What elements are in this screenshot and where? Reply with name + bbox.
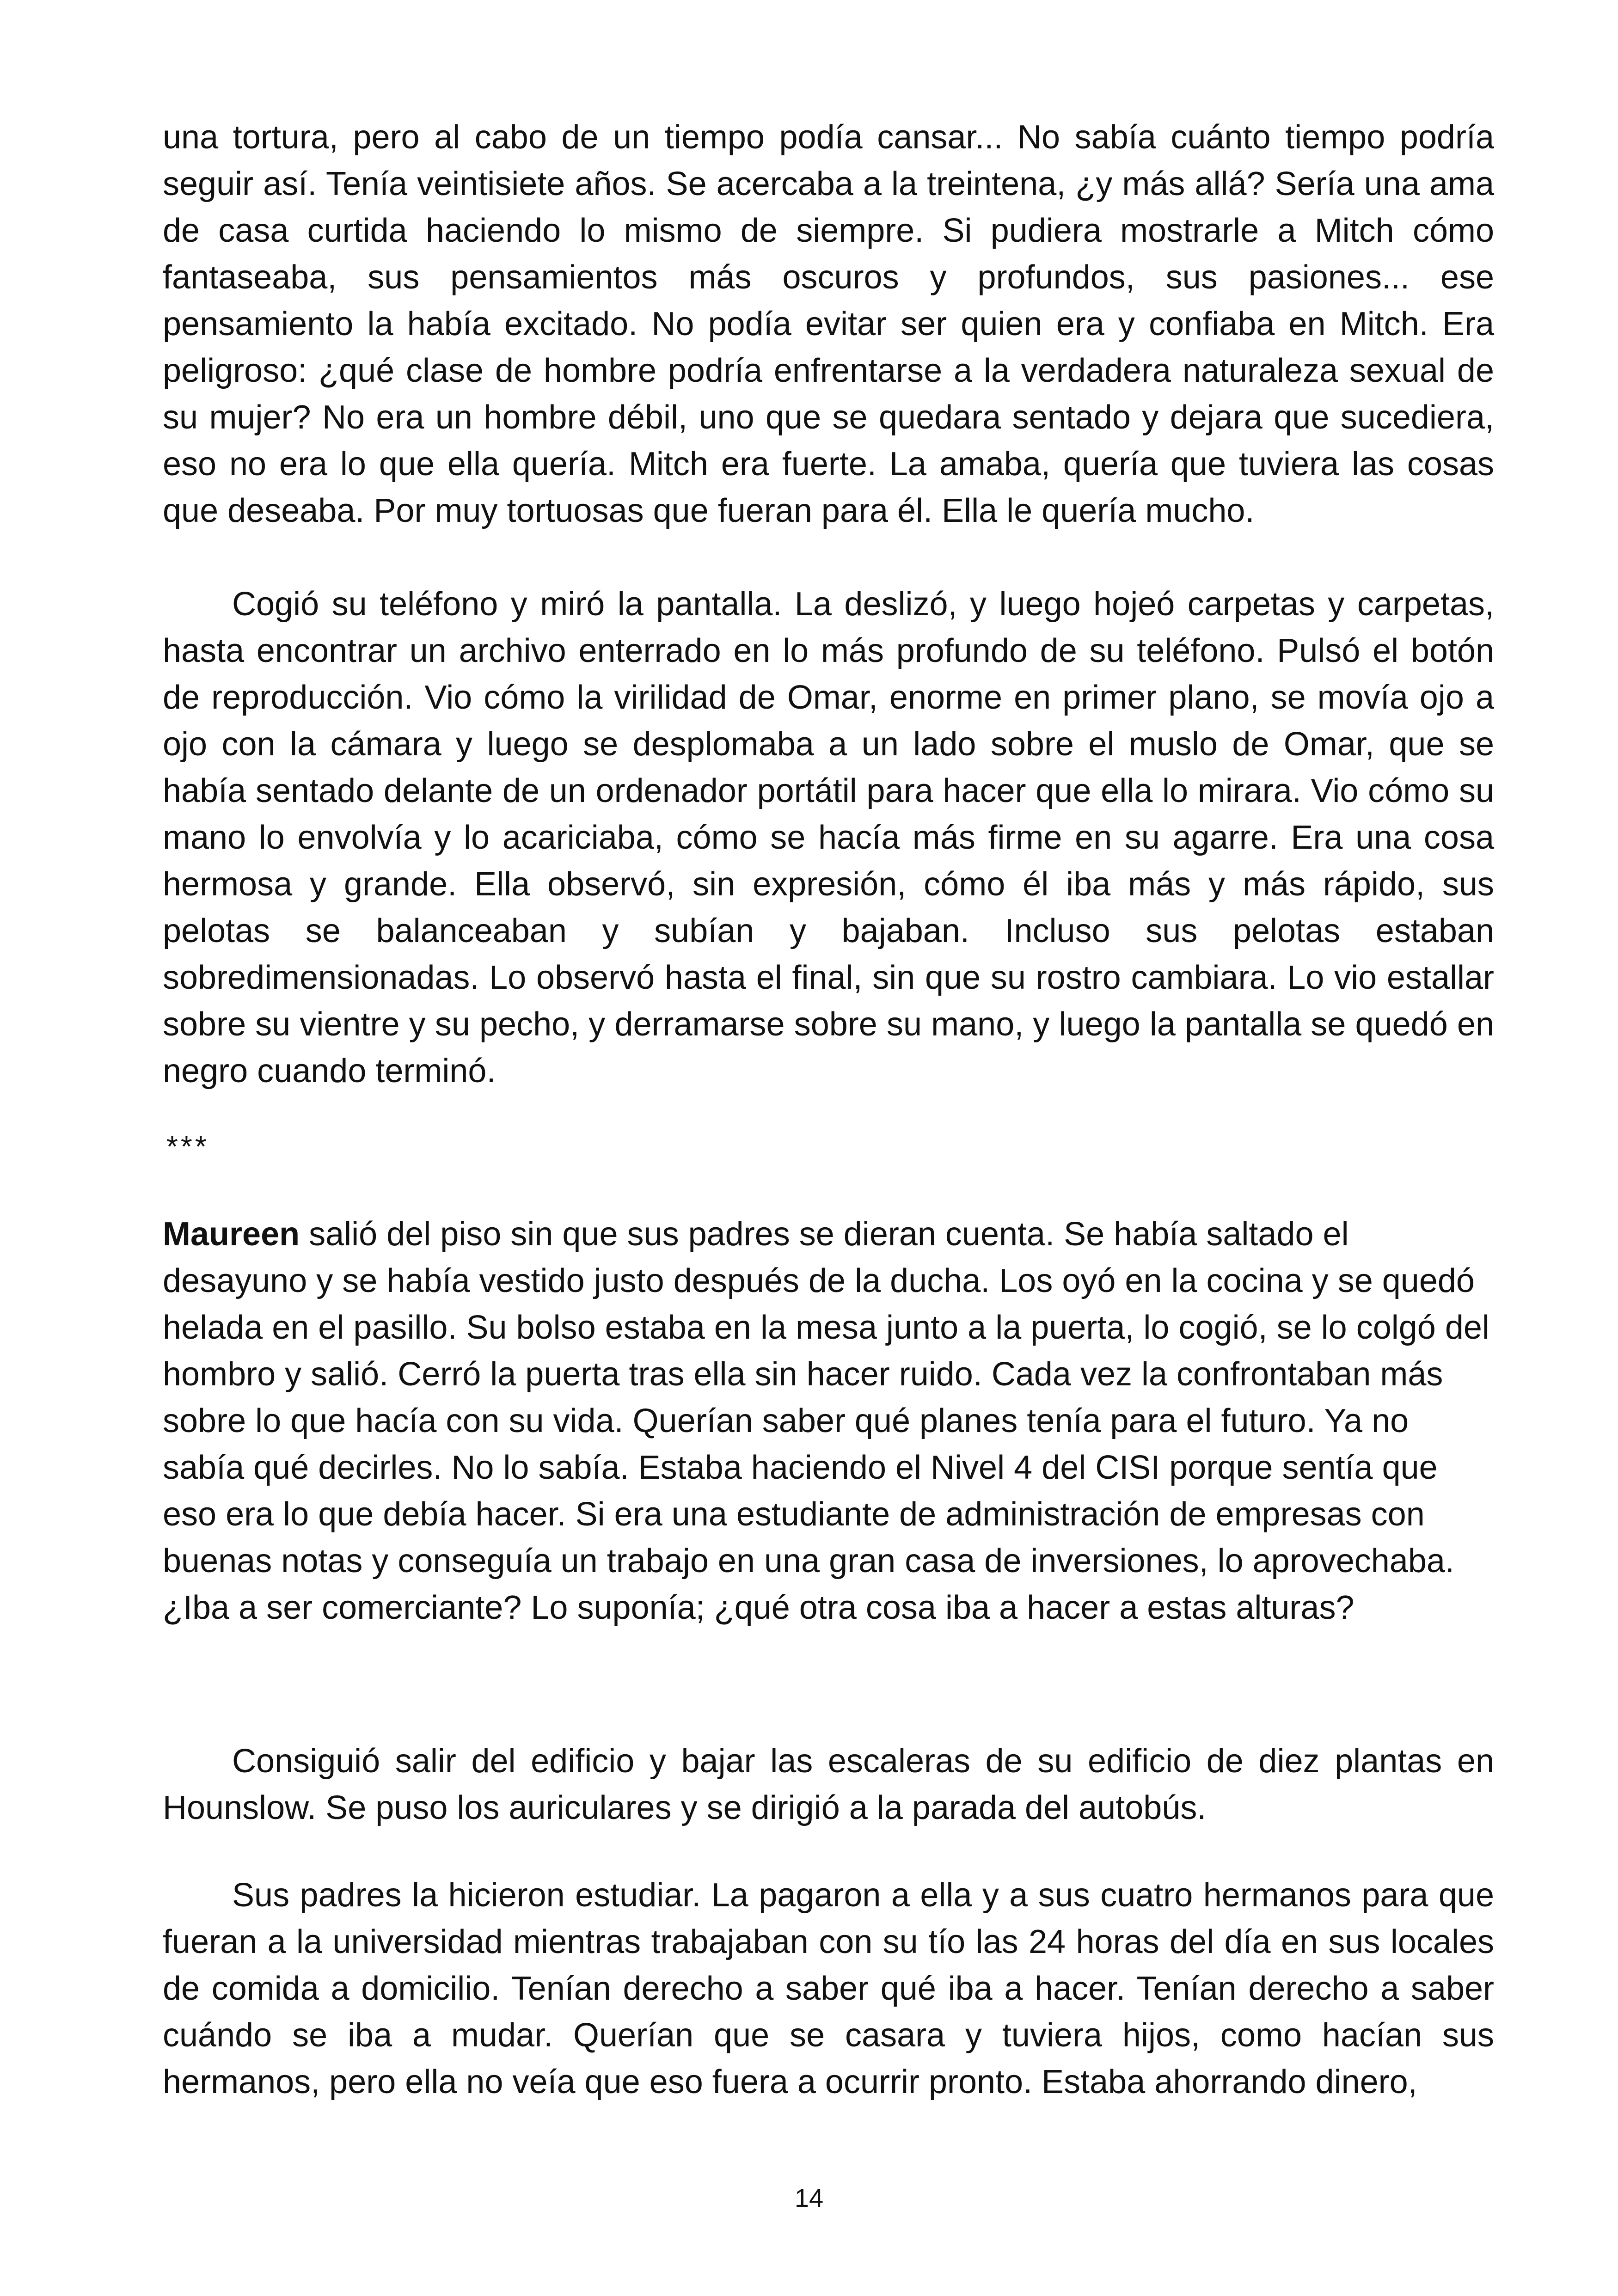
page-number: 14 [794,2183,824,2212]
paragraph-2: Cogió su teléfono y miró la pantalla. La deslizó, y luego hojeó carpetas y carpetas, hasta encontrar un archivo enterrado en lo más profundo de su teléfono. Pulsó el botón de reproducción. Vio cómo la virilidad de Omar, enorme en primer plano, se movía ojo a ojo con la cámara y luego se desplomaba a un lado sobre el muslo de Omar, que se había sentado delante de un ordenador portátil para hacer que ella lo mirara. Vio cómo su mano lo envolvía y lo acariciaba, cómo se hacía más firme en su agarre. Era una cosa hermosa y grande. Ella observó, sin expresión, cómo él iba más y más rápido, sus pelotas se balanceaban y subían y bajaban. Incluso sus pelotas estaban sobredimensionadas. Lo observó hasta el final, sin que su rostro cambiara. Lo vio estallar sobre su vientre y su pecho, y derramarse sobre su mano, y luego la pantalla se quedó en negro cuando terminó. [163,586,1494,1090]
paragraph-5: Sus padres la hicieron estudiar. La pagaron a ella y a sus cuatro hermanos para que fueran a la universidad mientras trabajaban con su tío las 24 horas del día en sus locales de comida a domicilio. Tenían derecho a saber qué iba a hacer. Tenían derecho a saber cuándo se iba a mudar. Querían que se casara y tuviera hijos, como hacían sus hermanos, pero ella no veía que eso fuera a ocurrir pronto. Estaba ahorrando dinero, [163,1877,1494,2100]
paragraph-4: Consiguió salir del edificio y bajar las escaleras de su edificio de diez plantas en Hounslow. Se puso los auriculares y se dirigió a la parada del autobús. [163,1743,1494,1826]
paragraph-1: una tortura, pero al cabo de un tiempo podía cansar... No sabía cuánto tiempo podría seguir así. Tenía veintisiete años. Se acercaba a la treintena, ¿y más allá? Sería una ama de casa curtida haciendo lo mismo de siempre. Si pudiera mostrarle a Mitch cómo fantaseaba, sus pensamientos más oscuros y profundos, sus pasiones... ese pensamiento la había excitado. No podía evitar ser quien era y confiaba en Mitch. Era peligroso: ¿qué clase de hombre podría enfrentarse a la verdadera naturaleza sexual de su mujer? No era un hombre débil, uno que se quedara sentado y dejara que sucediera, eso no era lo que ella quería. Mitch era fuerte. La amaba, quería que tuviera las cosas que deseaba. Por muy tortuosas que fueran para él. Ella le quería mucho. [163,119,1494,529]
character-name: Maureen [163,1216,300,1253]
paragraph-3-text: salió del piso sin que sus padres se dieran cuenta. Se había saltado el desayuno y se había vestido justo después de la ducha. Los oyó en la cocina y se quedó helada en el pasillo. Su bolso estaba en la mesa junto a la puerta, lo cogió, se lo colgó del hombro y salió. Cerró la puerta tras ella sin hacer ruido. Cada vez la confrontaban más sobre lo que hacía con su vida. Querían saber qué planes tenía para el futuro. Ya no sabía qué decirles. No lo sabía. Estaba haciendo el Nivel 4 del CISI porque sentía que eso era lo que debía hacer. Si era una estudiante de administración de empresas con buenas notas y conseguía un trabajo en una gran casa de inversiones, lo aprovechaba. ¿Iba a ser comerciante? Lo suponía; ¿qué otra cosa iba a hacer a estas alturas? [163,1216,1489,1626]
paragraph-3 [163,1211,1494,1631]
section-separator: *** [166,1130,209,1163]
